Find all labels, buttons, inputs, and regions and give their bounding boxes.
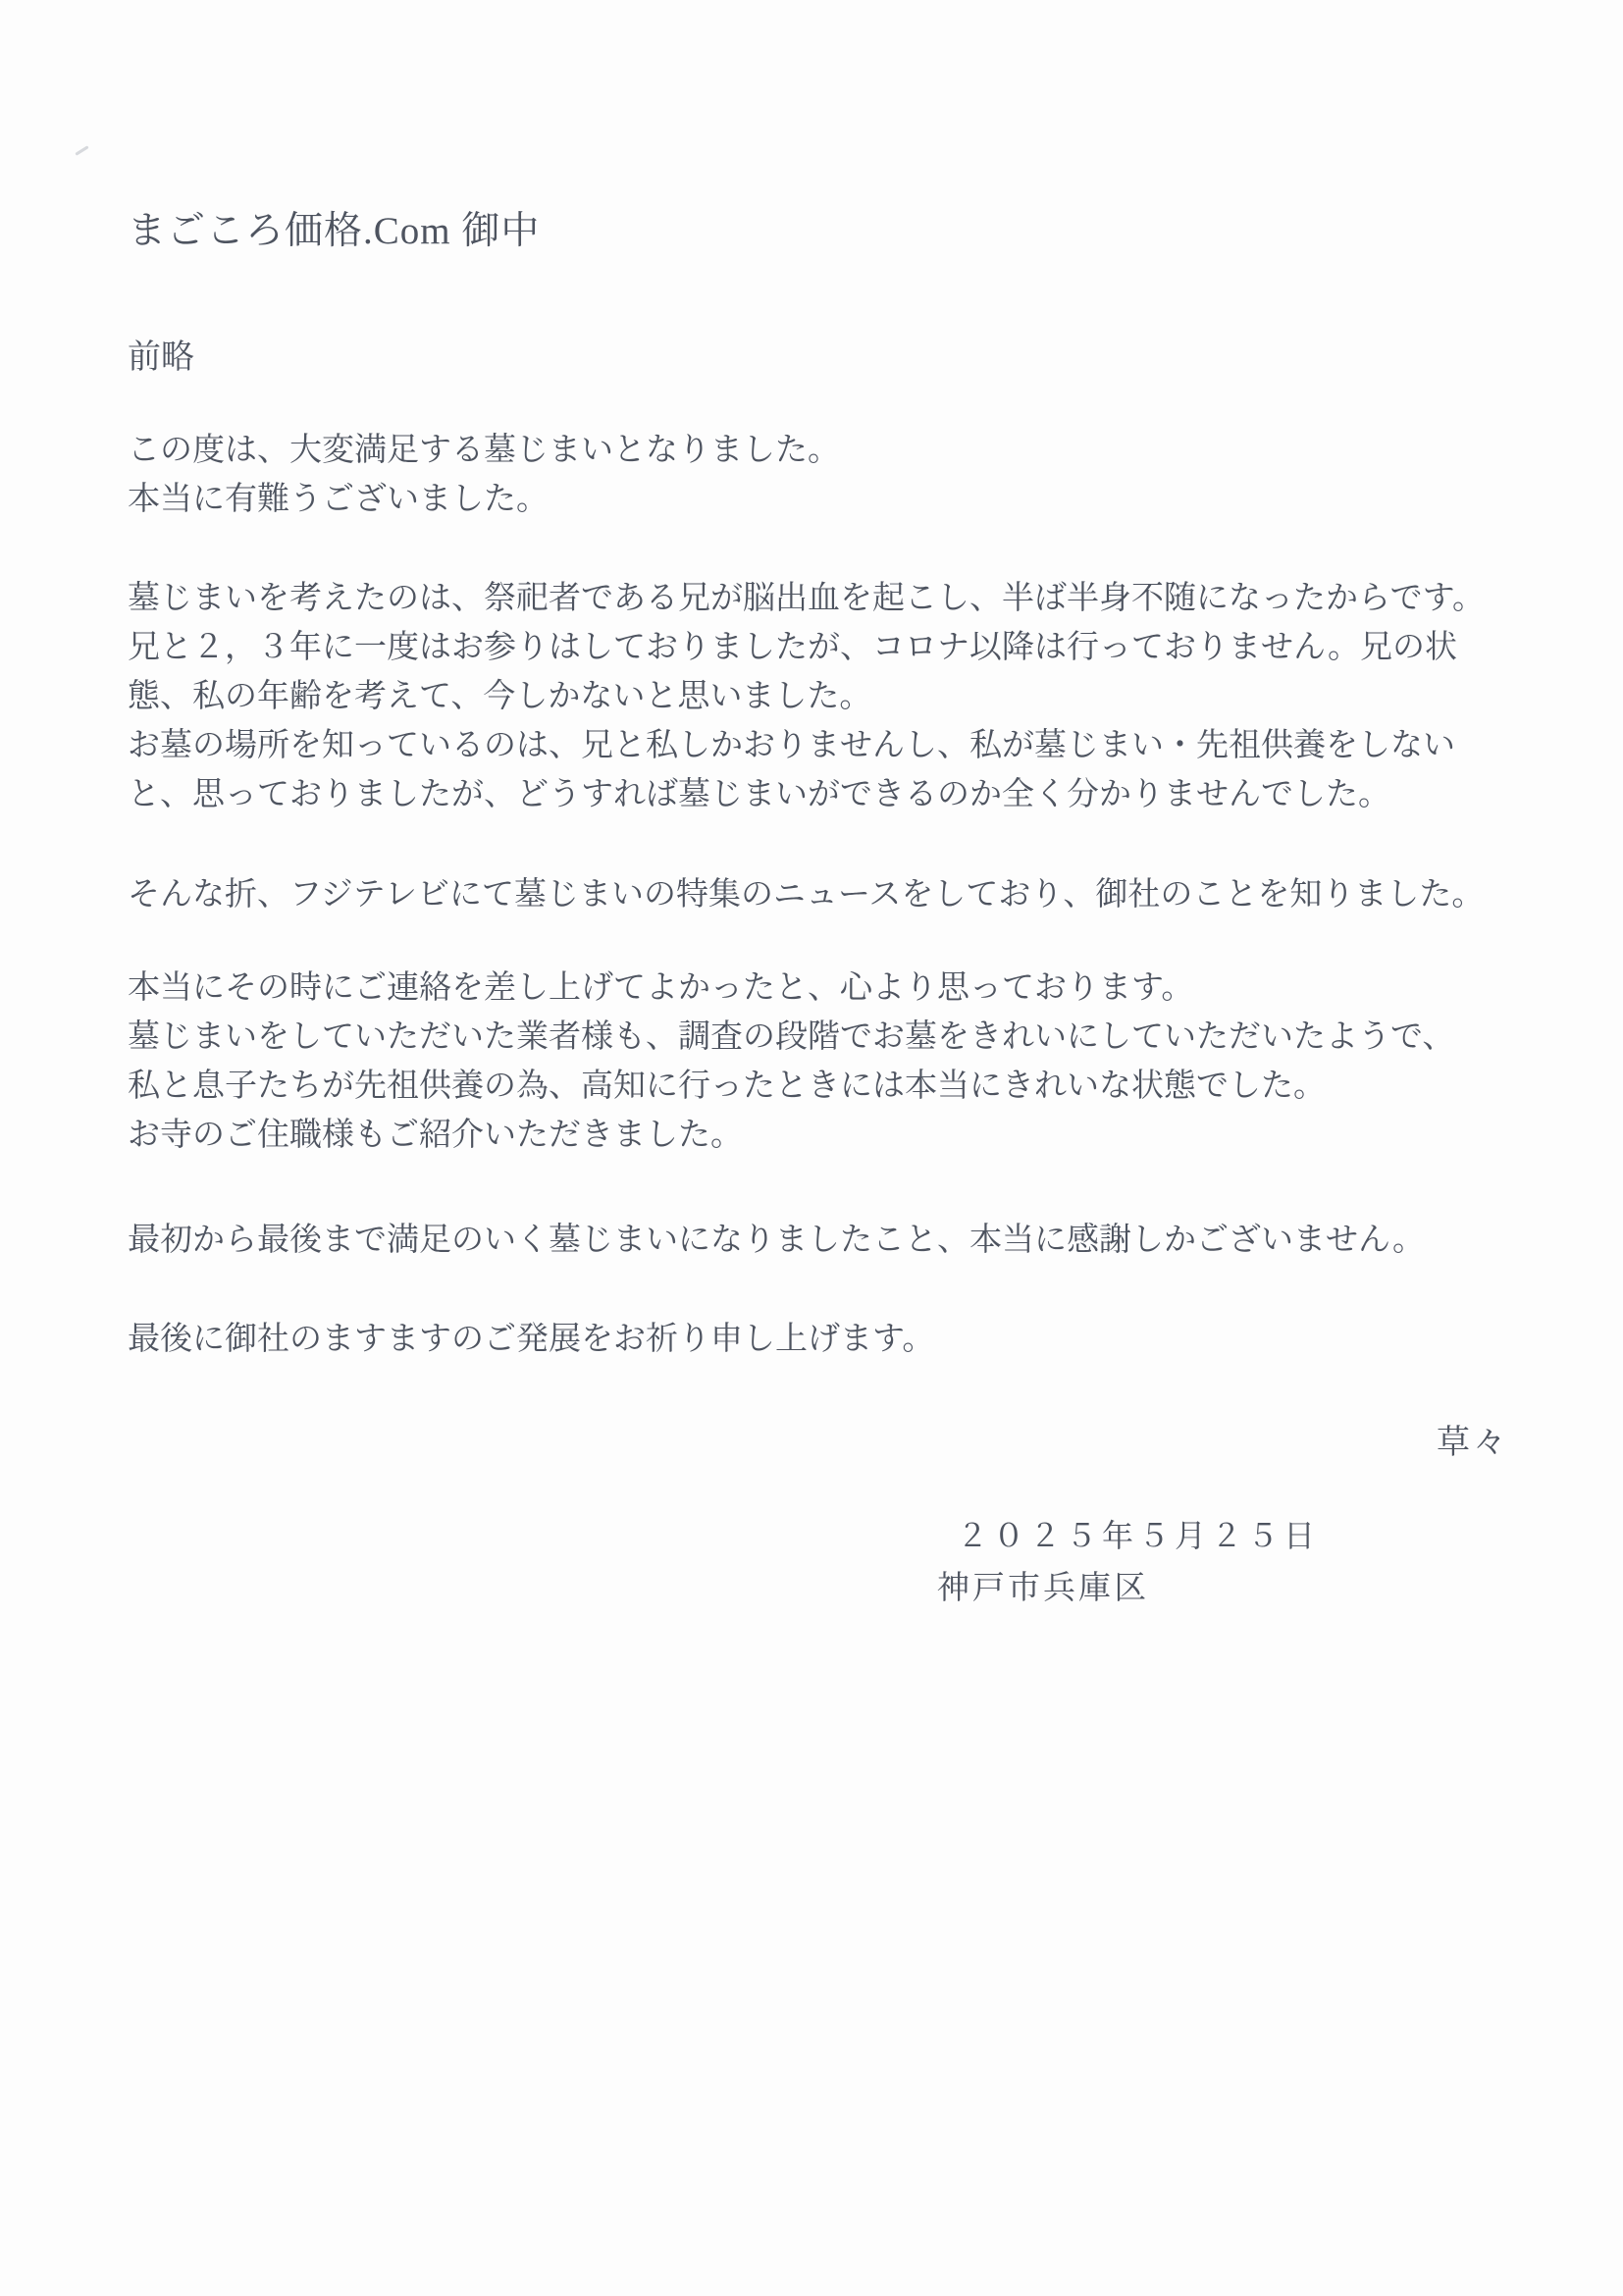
text-line: 最後に御社のますますのご発展をお祈り申し上げます。: [128, 1322, 935, 1357]
text-line: 本当に有難うございました。: [128, 482, 549, 517]
text-line: そんな折、フジテレビにて墓じまいの特集のニュースをしており、御社のことを知りました。: [128, 877, 1485, 913]
text-line: 本当にその時にご連絡を差し上げてよかったと、心より思っております。: [128, 970, 1194, 1006]
text-line: この度は、大変満足する墓じまいとなりました。: [128, 433, 840, 468]
text-line: 兄と２，３年に一度はお参りはしておりましたが、コロナ以降は行っておりません。兄の状: [128, 630, 1457, 665]
paragraph-discovery: [128, 870, 1531, 919]
salutation: 前略: [128, 339, 194, 376]
text-line: お寺のご住職様もご紹介いただきました。: [128, 1118, 743, 1153]
paragraph-experience: [128, 964, 1531, 1160]
sender-location: 神戸市兵庫区: [937, 1571, 1149, 1606]
paragraph-background: [128, 574, 1531, 819]
scan-artifact-mark: [75, 145, 88, 155]
paragraph-gratitude: [128, 1216, 1531, 1265]
paragraph-well-wishes: [128, 1315, 1531, 1364]
text-line: 墓じまいをしていただいた業者様も、調査の段階でお墓をきれいにしていただいたようで、: [128, 1019, 1455, 1055]
paragraph-thanks: [128, 426, 1531, 524]
text-line: 墓じまいを考えたのは、祭祀者である兄が脳出血を起こし、半ば半身不随になったからです。: [128, 581, 1486, 616]
text-line: 私と息子たちが先祖供養の為、高知に行ったときには本当にきれいな状態でした。: [128, 1069, 1326, 1104]
text-line: 態、私の年齢を考えて、今しかないと思いました。: [128, 679, 872, 714]
text-line: と、思っておりましたが、どうすれば墓じまいができるのか全く分かりませんでした。: [128, 777, 1390, 812]
closing-word: 草々: [1437, 1425, 1509, 1461]
text-line: 最初から最後まで満足のいく墓じまいになりましたこと、本当に感謝しかございません。: [128, 1223, 1425, 1258]
recipient-line: まごころ価格.Com 御中: [128, 210, 541, 252]
text-line: お墓の場所を知っているのは、兄と私しかおりませんし、私が墓じまい・先祖供養をしない: [128, 728, 1455, 763]
letter-date: ２０２５年５月２５日: [957, 1518, 1321, 1553]
